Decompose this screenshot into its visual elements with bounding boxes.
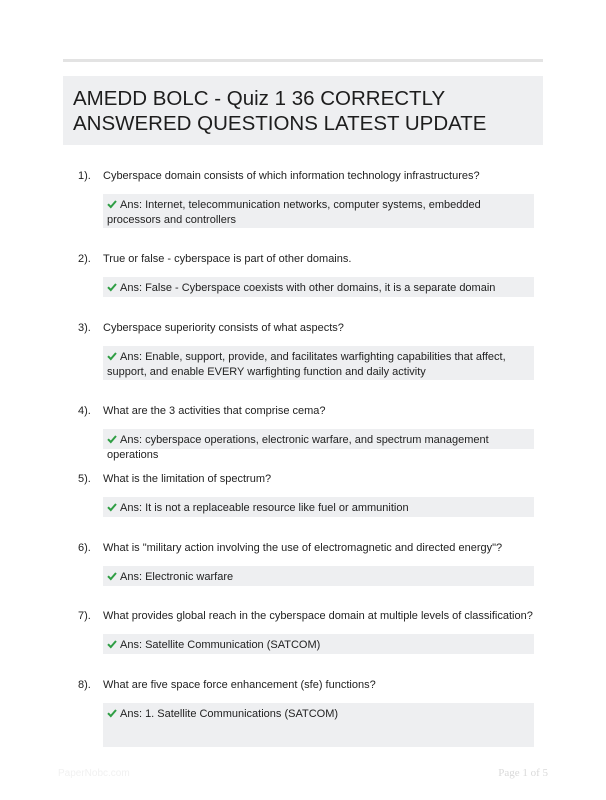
title-banner [63, 76, 543, 145]
question-text: True or false - cyberspace is part of other domains. [103, 253, 352, 265]
footer-watermark: PaperNobc.com [58, 768, 130, 779]
question-number: 2). [78, 253, 91, 265]
page-number: Page 1 of 5 [498, 767, 548, 779]
checkmark-icon [107, 502, 117, 512]
answer-text: Ans: 1. Satellite Communications (SATCOM) [120, 708, 339, 720]
answer-box [103, 346, 534, 380]
answer-box [103, 277, 534, 297]
question-text: What is "military action involving the use of electromagnetic and directed energy"? [103, 542, 503, 554]
question-number: 7). [78, 610, 91, 622]
answer-text: Ans: cyberspace operations, electronic warfare, and spectrum management operations [107, 434, 489, 461]
answer-box [103, 429, 534, 461]
question-number: 5). [78, 473, 91, 485]
question-number: 3). [78, 322, 91, 334]
question-text: Cyberspace superiority consists of what aspects? [103, 322, 344, 334]
answer-box [103, 566, 534, 586]
answer-text: Ans: Electronic warfare [120, 571, 234, 583]
answer-box [103, 194, 534, 228]
question-text: Cyberspace domain consists of which information technology infrastructures? [103, 170, 480, 182]
question-text: What are the 3 activities that comprise cema? [103, 405, 326, 417]
question-text: What are five space force enhancement (sfe) functions? [103, 679, 376, 691]
checkmark-icon [107, 708, 117, 718]
checkmark-icon [107, 351, 117, 361]
answer-box [103, 703, 534, 747]
top-divider [63, 59, 543, 62]
question-number: 6). [78, 542, 91, 554]
question-text: What is the limitation of spectrum? [103, 473, 272, 485]
checkmark-icon [107, 199, 117, 209]
checkmark-icon [107, 434, 117, 444]
question-number: 4). [78, 405, 91, 417]
checkmark-icon [107, 571, 117, 581]
answer-text: Ans: Internet, telecommunication networks, computer systems, embedded processors and controllers [107, 199, 481, 226]
checkmark-icon [107, 282, 117, 292]
question-number: 1). [78, 170, 91, 182]
answer-text: Ans: It is not a replaceable resource like fuel or ammunition [120, 502, 409, 514]
document-title: AMEDD BOLC - Quiz 1 36 CORRECTLY ANSWERED QUESTIONS LATEST UPDATE [73, 87, 487, 135]
answer-text: Ans: Satellite Communication (SATCOM) [120, 639, 321, 651]
answer-box [103, 634, 534, 654]
answer-text: Ans: Enable, support, provide, and facilitates warfighting capabilities that affect, support, and enable EVERY warfighting function and daily activity [107, 351, 506, 378]
checkmark-icon [107, 639, 117, 649]
question-text: What provides global reach in the cyberspace domain at multiple levels of classification? [103, 610, 533, 622]
answer-box [103, 497, 534, 517]
answer-text: Ans: False - Cyberspace coexists with other domains, it is a separate domain [120, 282, 496, 294]
question-number: 8). [78, 679, 91, 691]
